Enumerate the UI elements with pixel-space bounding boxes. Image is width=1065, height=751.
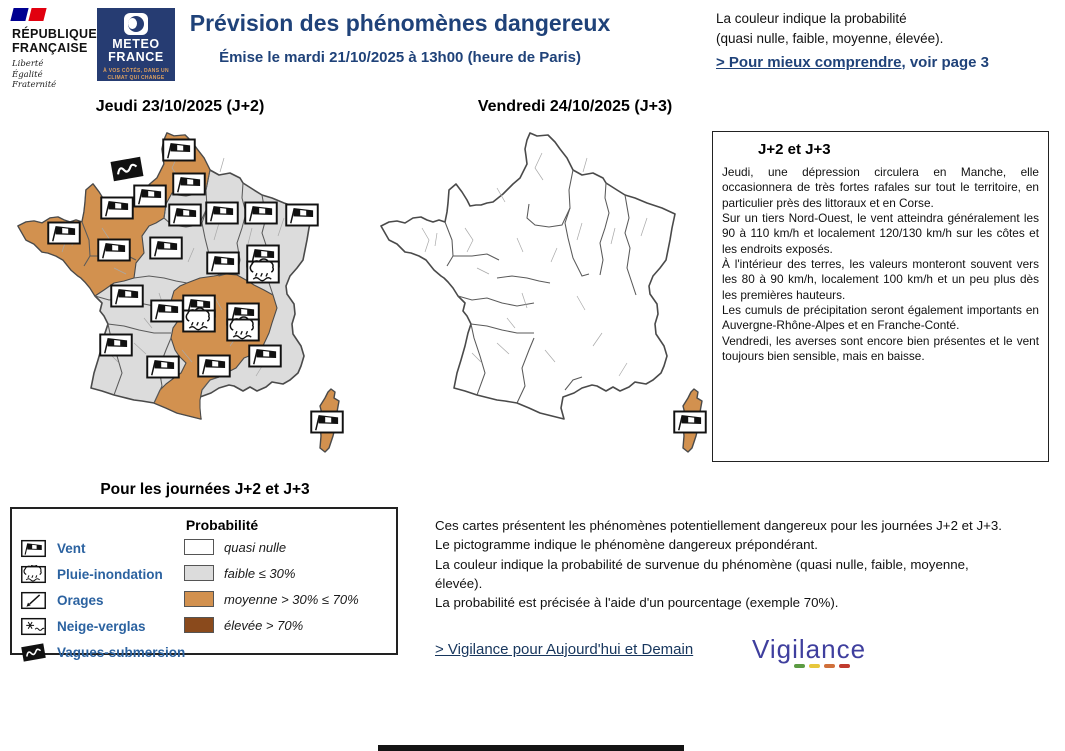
probability-swatch	[184, 539, 214, 555]
map-icon-pluie-inondation	[183, 308, 215, 332]
forecast-paragraph: Sur un tiers Nord-Ouest, le vent atteindra généralement les 90 à 110 km/h et localement 120/130 km/h sur les côtes et les endroits exposés.	[722, 210, 1039, 256]
rf-name	[12, 27, 97, 55]
map-icon-vent	[151, 301, 183, 322]
legend-phenomenon-label: Vent	[57, 540, 86, 556]
rf-motto-line: Fraternité	[12, 80, 57, 91]
rf-motto-line: Égalité	[12, 69, 43, 80]
map-icon-vent	[207, 253, 239, 274]
mf-name-line1: METEO	[112, 36, 160, 51]
map-icon-vent	[249, 346, 281, 367]
map-icon-vent	[147, 357, 179, 378]
map-icon-vent	[98, 240, 130, 261]
map-j3-title: Vendredi 24/10/2025 (J+3)	[477, 98, 673, 115]
vigilance-logo	[752, 634, 867, 668]
map-icon-vent	[198, 356, 230, 377]
legend-phenomenon-label: Vagues-submersion	[57, 644, 186, 660]
issue-date-subtitle: Émise le mardi 21/10/2025 à 13h00 (heure de Paris)	[219, 49, 581, 66]
understand-link-row	[716, 54, 1046, 71]
rf-motto-line: Liberté	[12, 59, 44, 69]
neige-verglas-icon	[20, 617, 47, 636]
legend-probability-row	[184, 586, 359, 612]
rf-motto	[12, 59, 94, 91]
map-icon-vent	[111, 286, 143, 307]
probability-note-line1: La couleur indique la probabilité	[716, 11, 907, 26]
legend-probability-label: quasi nulle	[224, 539, 287, 555]
legend-title: Pour les journées J+2 et J+3	[100, 481, 310, 498]
legend-probability-label: élevée > 70%	[224, 617, 304, 633]
probability-swatch	[184, 591, 214, 607]
vigilance-dash	[809, 664, 820, 668]
description-line: La couleur indique la probabilité de survenue du phénomène (quasi nulle, faible, moyenne,	[435, 556, 969, 572]
map-j2-title: Jeudi 23/10/2025 (J+2)	[95, 98, 265, 115]
legend-phenomenon-row	[20, 561, 185, 587]
forecast-box-title: J+2 et J+3	[758, 141, 831, 158]
forecast-text	[722, 165, 1039, 364]
vigilance-dash	[794, 664, 805, 668]
map-icon-vent	[245, 203, 277, 224]
orages-icon	[20, 591, 47, 610]
map-icon-vent	[674, 412, 706, 433]
map-j2-france	[14, 128, 349, 463]
pluie-inondation-icon	[20, 565, 47, 584]
understand-link[interactable]: > Pour mieux comprendre	[716, 54, 902, 71]
legend-phenomenon-label: Pluie-inondation	[57, 566, 163, 582]
republique-francaise-logo	[12, 8, 97, 91]
vigilance-dash	[824, 664, 835, 668]
vigilance-logo-text: Vigilance	[752, 634, 867, 664]
map-icon-pluie-inondation	[227, 317, 259, 341]
description-line: élevée).	[435, 575, 483, 591]
map-icon-pluie-inondation	[247, 259, 279, 283]
map-j3	[377, 128, 712, 468]
mf-name-line2: FRANCE	[108, 50, 164, 65]
map-icon-vent	[150, 238, 182, 259]
meteo-france-icon	[124, 13, 148, 35]
map-icon-vent	[100, 335, 132, 356]
rf-name-line2: FRANÇAISE	[12, 41, 88, 55]
mf-tagline-line: CLIMAT QUI CHANGE	[107, 74, 165, 81]
map-icon-vent	[311, 412, 343, 433]
forecast-paragraph: Jeudi, une dépression circulera en Manche, elle occasionnera de très fortes rafales sur tout le territoire, en particulier près des littoraux et en Corse.	[722, 165, 1039, 210]
legend-box	[10, 507, 398, 660]
legend-probability-label: faible ≤ 30%	[224, 565, 296, 581]
forecast-paragraph: Vendredi, les averses sont encore bien présentes et le vent toujours bien sensible, mais en baisse.	[722, 333, 1039, 363]
map-icon-vent	[173, 174, 205, 195]
legend-phenomenon-row	[20, 613, 185, 639]
description-line: Ces cartes présentent les phénomènes potentiellement dangereux pour les journées J+2 et J+3.	[435, 518, 1002, 533]
understand-link-suffix: , voir page 3	[901, 54, 990, 71]
vigilance-link[interactable]: > Vigilance pour Aujourd'hui et Demain	[435, 641, 694, 658]
french-flag-icon	[12, 8, 50, 23]
legend-probability-row	[184, 534, 359, 560]
mf-name	[108, 38, 164, 66]
map-icon-vagues-submersion	[111, 157, 144, 181]
legend-probability-header: Probabilité	[185, 517, 259, 533]
map-icon-vent	[169, 205, 201, 226]
legend-phenomenon-row	[20, 587, 185, 613]
probability-swatch	[184, 565, 214, 581]
map-icon-vent	[206, 203, 238, 224]
map-j2	[14, 128, 349, 468]
legend-phenomena-list	[20, 535, 185, 665]
probability-swatch	[184, 617, 214, 633]
legend-phenomenon-row	[20, 639, 185, 665]
map-icon-vent	[101, 198, 133, 219]
forecast-paragraph: À l'intérieur des terres, les valeurs monteront souvent vers les 80 à 90 km/h, localement 100 km/h et un peu plus dès les premières hauteurs.	[722, 256, 1039, 302]
vagues-submersion-icon	[20, 643, 47, 662]
legend-probability-label: moyenne > 30% ≤ 70%	[224, 591, 359, 607]
probability-note	[716, 9, 1016, 50]
meteo-france-logo	[97, 8, 175, 81]
description-line: Le pictogramme indique le phénomène dangereux prépondérant.	[435, 537, 818, 553]
legend-phenomenon-label: Orages	[57, 592, 104, 608]
maps-description	[435, 516, 1060, 612]
mf-tagline	[103, 68, 169, 81]
legend-probability-row	[184, 560, 359, 586]
legend-phenomenon-row	[20, 535, 185, 561]
legend-probability-row	[184, 612, 359, 638]
forecast-box	[712, 131, 1049, 462]
page-edge-bar	[378, 745, 684, 751]
vigilance-dash	[839, 664, 850, 668]
vent-icon	[20, 539, 47, 558]
description-line: La probabilité est précisée à l'aide d'un pourcentage (exemple 70%).	[435, 595, 839, 611]
legend-phenomenon-label: Neige-verglas	[57, 618, 146, 634]
forecast-paragraph: Les cumuls de précipitation seront également importants en Auvergne-Rhône-Alpes et en Franche-Conté.	[722, 302, 1039, 333]
probability-note-line2: (quasi nulle, faible, moyenne, élevée).	[716, 31, 944, 47]
rf-name-line1: RÉPUBLIQUE	[12, 27, 97, 41]
map-icon-vent	[48, 223, 80, 244]
mf-tagline-line: À VOS CÔTÉS, DANS UN	[103, 68, 169, 74]
map-icon-vent	[286, 205, 318, 226]
map-j3-france	[377, 128, 712, 463]
legend-probability-list	[184, 534, 359, 638]
map-icon-vent	[163, 140, 195, 161]
page-title: Prévision des phénomènes dangereux	[189, 10, 611, 36]
map-icon-vent	[134, 186, 166, 207]
